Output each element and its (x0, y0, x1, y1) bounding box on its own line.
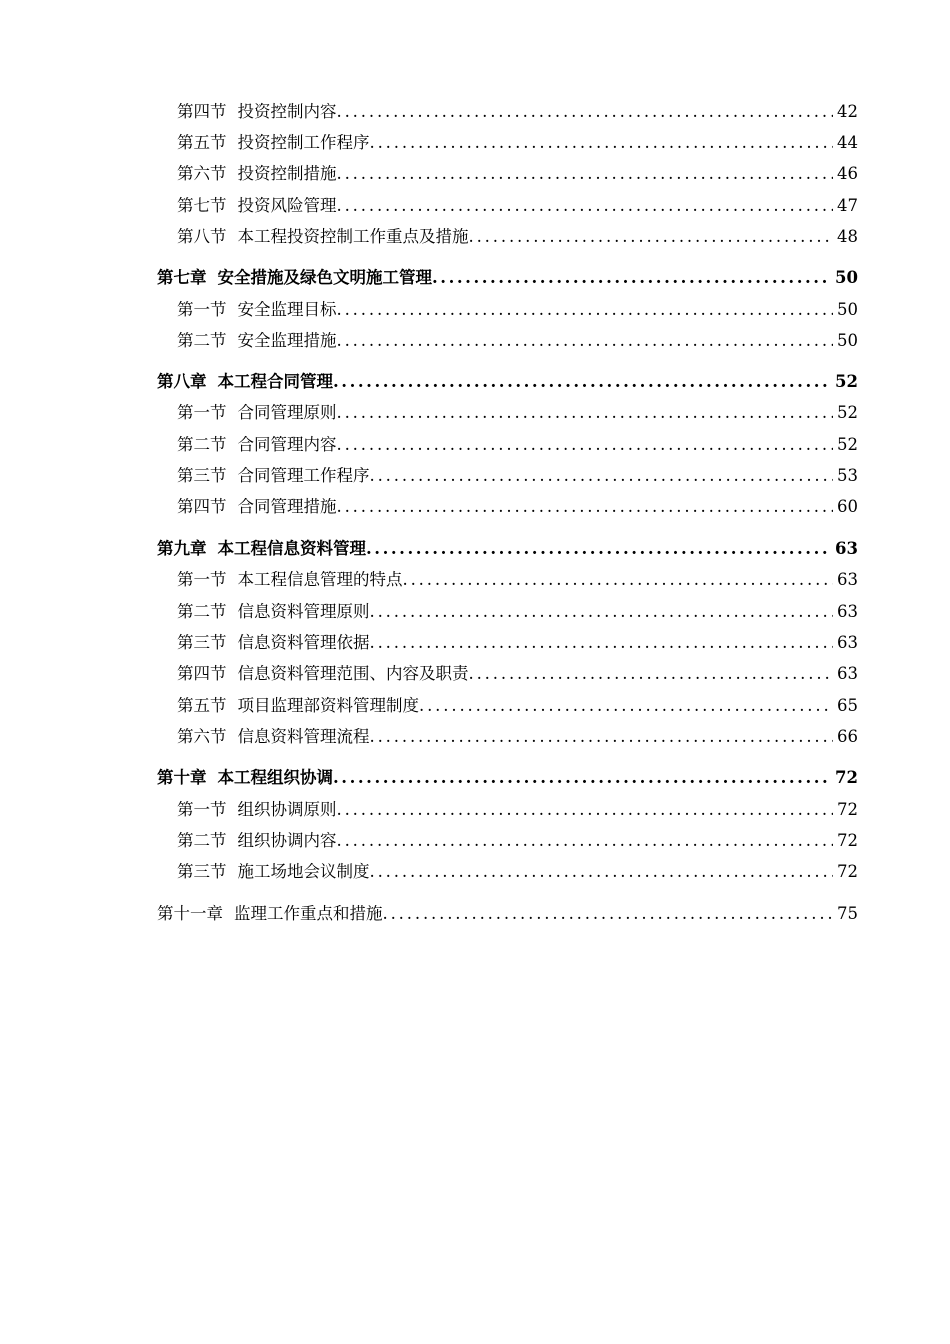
toc-page-number: 63 (837, 664, 858, 683)
toc-section-entry[interactable] (177, 464, 858, 488)
toc-entry-label (157, 902, 383, 926)
toc-entry-label (177, 568, 403, 592)
toc-entry-number: 第六节 (177, 727, 227, 746)
toc-dot-leader (337, 298, 834, 322)
toc-entry-number: 第一节 (177, 800, 227, 819)
toc-dot-leader (370, 631, 834, 655)
toc-page-number: 52 (835, 372, 858, 391)
toc-section-entry[interactable] (177, 829, 858, 853)
toc-entry-number: 第四节 (177, 664, 227, 683)
toc-section-entry[interactable] (177, 131, 858, 155)
toc-page-number: 63 (837, 570, 858, 589)
toc-dot-leader (370, 464, 834, 488)
toc-entry-title: 投资控制措施 (237, 164, 337, 183)
toc-dot-leader (337, 401, 834, 425)
toc-chapter-entry[interactable] (157, 537, 858, 561)
toc-page-number: 52 (837, 403, 858, 422)
toc-page-number: 47 (837, 196, 858, 215)
toc-entry-label (157, 766, 333, 790)
toc-entry-number: 第七章 (157, 268, 207, 287)
toc-entry-title: 信息资料管理流程 (237, 727, 370, 746)
toc-page-number: 42 (837, 102, 858, 121)
toc-entry-number: 第一节 (177, 403, 227, 422)
toc-entry-label (177, 162, 337, 186)
toc-entry-label (177, 725, 370, 749)
toc-dot-leader (383, 902, 834, 926)
toc-dot-leader (370, 131, 834, 155)
toc-dot-leader (370, 600, 834, 624)
toc-page-number: 75 (837, 904, 858, 923)
toc-entry-title: 信息资料管理原则 (237, 602, 370, 621)
toc-section-entry[interactable] (177, 662, 858, 686)
toc-section-entry[interactable] (177, 860, 858, 884)
toc-chapter-entry[interactable] (157, 902, 858, 926)
toc-page-number: 63 (835, 539, 858, 558)
toc-page-number: 72 (837, 862, 858, 881)
toc-page-number: 50 (837, 331, 858, 350)
toc-entry-number: 第十章 (157, 768, 207, 787)
toc-section-entry[interactable] (177, 600, 858, 624)
toc-entry-title: 信息资料管理依据 (237, 633, 370, 652)
toc-entry-label (157, 537, 366, 561)
toc-entry-number: 第二节 (177, 602, 227, 621)
toc-entry-title: 合同管理内容 (237, 435, 337, 454)
toc-entry-title: 投资控制工作程序 (237, 133, 370, 152)
toc-entry-label (177, 829, 337, 853)
toc-dot-leader (370, 725, 834, 749)
toc-page-number: 72 (837, 800, 858, 819)
toc-entry-label (177, 495, 337, 519)
toc-entry-number: 第七节 (177, 196, 227, 215)
toc-page-number: 66 (837, 727, 858, 746)
toc-section-entry[interactable] (177, 568, 858, 592)
toc-entry-number: 第六节 (177, 164, 227, 183)
toc-entry-label (177, 194, 337, 218)
toc-page-number: 63 (837, 602, 858, 621)
toc-entry-label (177, 631, 370, 655)
toc-entry-label (177, 100, 337, 124)
toc-page-number: 65 (837, 696, 858, 715)
toc-dot-leader (337, 329, 834, 353)
toc-entry-title: 本工程合同管理 (217, 372, 333, 391)
toc-page-number: 72 (835, 768, 858, 787)
toc-section-entry[interactable] (177, 798, 858, 822)
toc-entry-label (177, 600, 370, 624)
toc-entry-number: 第一节 (177, 300, 227, 319)
toc-entry-title: 安全措施及绿色文明施工管理 (217, 268, 432, 287)
toc-dot-leader (333, 766, 831, 790)
toc-entry-title: 安全监理措施 (237, 331, 337, 350)
toc-entry-label (177, 662, 469, 686)
toc-section-entry[interactable] (177, 225, 858, 249)
toc-page-number: 72 (837, 831, 858, 850)
toc-entry-number: 第九章 (157, 539, 207, 558)
toc-page-number: 60 (837, 497, 858, 516)
toc-entry-label (177, 401, 337, 425)
toc-entry-label (177, 131, 370, 155)
toc-dot-leader (469, 662, 834, 686)
toc-entry-title: 合同管理原则 (237, 403, 337, 422)
toc-dot-leader (366, 537, 831, 561)
toc-page-number: 50 (835, 268, 858, 287)
toc-section-entry[interactable] (177, 100, 858, 124)
toc-page-number: 46 (837, 164, 858, 183)
toc-section-entry[interactable] (177, 631, 858, 655)
toc-entry-title: 组织协调原则 (237, 800, 337, 819)
toc-entry-number: 第二节 (177, 331, 227, 350)
toc-section-entry[interactable] (177, 725, 858, 749)
toc-chapter-entry[interactable] (157, 266, 858, 290)
toc-entry-label (177, 694, 419, 718)
toc-dot-leader (337, 194, 834, 218)
toc-dot-leader (419, 694, 833, 718)
toc-dot-leader (333, 370, 831, 394)
toc-entry-number: 第二节 (177, 831, 227, 850)
toc-entry-number: 第八章 (157, 372, 207, 391)
toc-dot-leader (469, 225, 834, 249)
toc-entry-number: 第三节 (177, 466, 227, 485)
toc-entry-title: 投资控制内容 (237, 102, 337, 121)
toc-entry-label (177, 433, 337, 457)
toc-section-entry[interactable] (177, 194, 858, 218)
toc-section-entry[interactable] (177, 162, 858, 186)
toc-page-number: 44 (837, 133, 858, 152)
toc-entry-title: 信息资料管理范围、内容及职责 (237, 664, 469, 683)
toc-section-entry[interactable] (177, 401, 858, 425)
toc-entry-title: 合同管理工作程序 (237, 466, 370, 485)
toc-dot-leader (432, 266, 831, 290)
toc-entry-title: 监理工作重点和措施 (234, 904, 383, 923)
toc-entry-title: 合同管理措施 (237, 497, 337, 516)
toc-entry-title: 本工程组织协调 (217, 768, 333, 787)
toc-entry-number: 第三节 (177, 633, 227, 652)
toc-entry-label (177, 329, 337, 353)
toc-entry-label (177, 298, 337, 322)
toc-page-number: 63 (837, 633, 858, 652)
toc-section-entry[interactable] (177, 329, 858, 353)
toc-chapter-entry[interactable] (157, 370, 858, 394)
toc-entry-label (177, 464, 370, 488)
toc-page-number: 50 (837, 300, 858, 319)
toc-entry-title: 投资风险管理 (237, 196, 337, 215)
toc-entry-number: 第三节 (177, 862, 227, 881)
toc-entry-label (157, 266, 432, 290)
toc-section-entry[interactable] (177, 298, 858, 322)
toc-entry-title: 本工程投资控制工作重点及措施 (237, 227, 469, 246)
toc-entry-number: 第二节 (177, 435, 227, 454)
toc-section-entry[interactable] (177, 694, 858, 718)
toc-dot-leader (370, 860, 834, 884)
toc-dot-leader (337, 162, 834, 186)
toc-entry-label (157, 370, 333, 394)
toc-page-number: 53 (837, 466, 858, 485)
toc-dot-leader (337, 829, 834, 853)
toc-page-number: 52 (837, 435, 858, 454)
toc-entry-number: 第四节 (177, 497, 227, 516)
toc-page-number: 48 (837, 227, 858, 246)
toc-entry-title: 组织协调内容 (237, 831, 337, 850)
toc-chapter-entry[interactable] (157, 766, 858, 790)
toc-dot-leader (337, 433, 834, 457)
toc-dot-leader (337, 798, 834, 822)
toc-entry-number: 第十一章 (157, 904, 223, 923)
toc-entry-label (177, 225, 469, 249)
toc-entry-title: 安全监理目标 (237, 300, 337, 319)
toc-section-entry[interactable] (177, 433, 858, 457)
toc-entry-number: 第一节 (177, 570, 227, 589)
toc-entry-title: 本工程信息管理的特点 (237, 570, 403, 589)
toc-dot-leader (403, 568, 834, 592)
toc-section-entry[interactable] (177, 495, 858, 519)
toc-entry-number: 第四节 (177, 102, 227, 121)
toc-entry-title: 项目监理部资料管理制度 (237, 696, 419, 715)
toc-entry-number: 第五节 (177, 133, 227, 152)
toc-entry-title: 施工场地会议制度 (237, 862, 370, 881)
toc-entry-label (177, 860, 370, 884)
toc-dot-leader (337, 495, 834, 519)
toc-dot-leader (337, 100, 834, 124)
toc-entry-label (177, 798, 337, 822)
toc-entry-number: 第八节 (177, 227, 227, 246)
toc-entry-title: 本工程信息资料管理 (217, 539, 366, 558)
toc-entry-number: 第五节 (177, 696, 227, 715)
